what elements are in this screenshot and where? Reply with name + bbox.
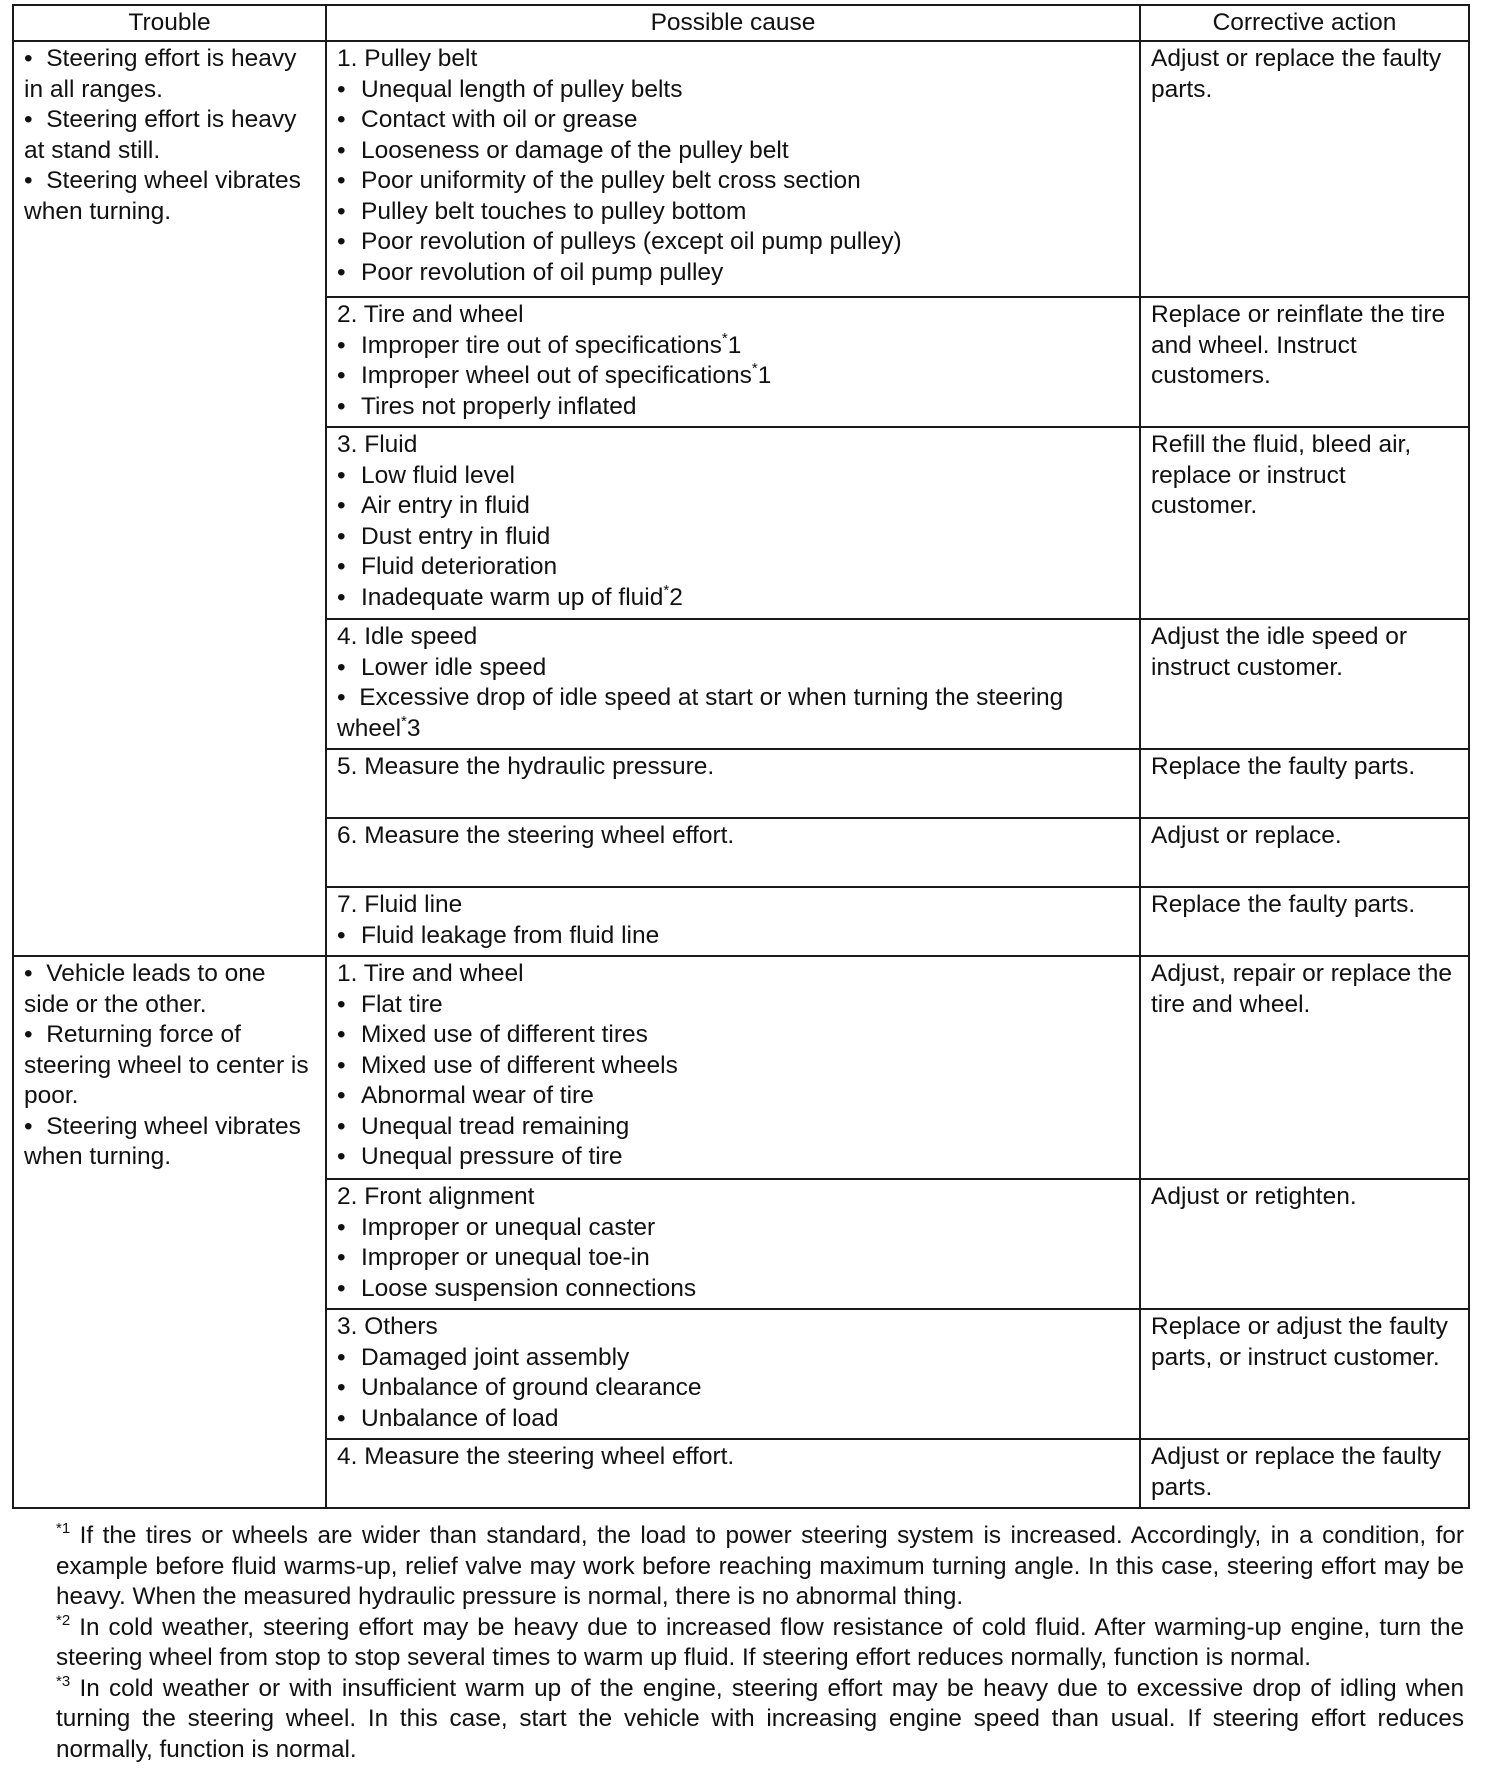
trouble-cell [13,41,326,956]
cause-item: • Low fluid level [337,461,515,489]
action-cell: Replace or reinflate the tire and wheel. Instruct customers. [1140,297,1469,427]
footnote-marker: * [663,581,670,599]
cause-title: 6. Measure the steering wheel effort. [337,822,735,849]
trouble-cell [13,956,326,1508]
cause-title: 3. Fluid [337,431,418,458]
cause-title: 2. Tire and wheel [337,301,524,328]
cause-cell [326,956,1140,1179]
cause-title: 7. Fluid line [337,891,463,918]
cause-title: 2. Front alignment [337,1183,535,1210]
cause-cell [326,427,1140,619]
action-cell: Replace the faulty parts. [1140,749,1469,818]
action-cell: Adjust or replace. [1140,818,1469,887]
footnote: $^{*1}$ If the tires or wheels are wider than standard, the load to power steering system is increased. Accordingly, in a condition, for example before fluid warms-up, relief valve may work before reaching maximum turning angle. In this case, steering effort may be heavy. When the measured hydraulic pressure is normal, there is no abnormal thing. [56,1520,1464,1610]
cause-title: 4. Measure the steering wheel effort. [337,1443,735,1470]
cause-item: • Fluid deterioration [337,553,558,580]
footnote: $^{*3}$ In cold weather or with insufficient warm up of the engine, steering effort may be heavy due to excessive drop of idling when turning the steering wheel. In this case, start the vehicle with increasing engine speed than usual. If steering effort reduces normally, function is normal. [56,1672,1464,1763]
cause-item: • Unequal tread remaining [337,1112,630,1140]
trouble-item: • Vehicle leads to one side or the other. [24,960,266,1018]
cause-cell [326,1309,1140,1439]
cause-item: • Pulley belt touches to pulley bottom [337,197,747,225]
cause-item: • Mixed use of different wheels [337,1051,678,1079]
trouble-item: • Steering wheel vibrates when turning. [24,167,301,225]
cause-item: • Looseness or damage of the pulley belt [337,136,789,164]
action-cell: Adjust or replace the faulty parts. [1140,1439,1469,1508]
footnote: $^{*2}$ In cold weather, steering effort may be heavy due to increased flow resistance of cold fluid. After warming-up engine, turn the steering wheel from stop to stop several times to warm up fluid. If steering effort reduces normally, function is normal. [56,1611,1464,1671]
cause-item: • Loose suspension connections [337,1274,697,1302]
cause-cell [326,749,1140,818]
cause-item: • Contact with oil or grease [337,106,638,133]
cause-item: • Excessive drop of idle speed at start or when turning the steering wheel*3 [337,684,1064,742]
cause-item: • Poor revolution of pulleys (except oil pump pulley) [337,228,902,255]
cause-cell [326,297,1140,427]
cause-item: • Air entry in fluid [337,492,530,519]
trouble-item: • Steering effort is heavy in all ranges. [24,45,297,103]
cause-cell [326,818,1140,887]
cause-item: • Damaged joint assembly [337,1343,630,1371]
trouble-item: • Returning force of steering wheel to center is poor. [24,1021,309,1109]
cause-title: 5. Measure the hydraulic pressure. [337,753,715,780]
cause-title: 1. Tire and wheel [337,960,524,987]
trouble-item: • Steering effort is heavy at stand still. [24,106,297,164]
footnote-marker: *1 [56,1520,71,1537]
footnote-marker: * [401,712,407,730]
cause-item: • Tires not properly inflated [337,392,637,420]
footnotes [56,1521,1464,1765]
header-trouble: Trouble [13,5,326,41]
cause-item: • Poor uniformity of the pulley belt cross section [337,167,861,194]
action-cell: Adjust the idle speed or instruct customer. [1140,619,1469,749]
action-cell: Adjust or replace the faulty parts. [1140,41,1469,297]
cause-item: • Dust entry in fluid [337,522,551,550]
action-cell: Adjust, repair or replace the tire and wheel. [1140,956,1469,1179]
cause-item: • Improper wheel out of specifications*1 [337,360,772,389]
cause-item: • Unbalance of load [337,1404,559,1432]
cause-cell [326,887,1140,956]
troubleshooting-table [12,4,1470,1509]
cause-item: • Improper or unequal toe-in [337,1244,650,1271]
cause-item: • Unequal pressure of tire [337,1143,623,1170]
header-row [13,5,1469,41]
cause-item: • Lower idle speed [337,653,547,681]
cause-item: • Mixed use of different tires [337,1021,648,1048]
cause-cell [326,41,1140,297]
cause-item: • Poor revolution of oil pump pulley [337,258,724,286]
action-cell: Refill the fluid, bleed air, replace or instruct customer. [1140,427,1469,619]
header-possible-cause: Possible cause [326,5,1140,41]
cause-title: 3. Others [337,1313,438,1340]
cause-cell [326,1439,1140,1508]
cause-item: • Improper tire out of specifications*1 [337,329,742,359]
cause-item: • Fluid leakage from fluid line [337,921,660,949]
action-cell: Replace the faulty parts. [1140,887,1469,956]
cause-item: • Unbalance of ground clearance [337,1374,702,1401]
action-cell: Adjust or retighten. [1140,1179,1469,1309]
cause-cell [326,619,1140,749]
trouble-item: • Steering wheel vibrates when turning. [24,1112,301,1170]
cause-title: 1. Pulley belt [337,45,478,72]
footnote-marker: * [751,360,758,377]
table-row [13,41,1469,297]
cause-item: • Unequal length of pulley belts [337,75,683,103]
cause-item: • Abnormal wear of tire [337,1082,594,1109]
cause-item: • Flat tire [337,990,443,1018]
cause-cell [326,1179,1140,1309]
cause-item: • Inadequate warm up of fluid*2 [337,581,683,611]
header-corrective-action: Corrective action [1140,5,1469,41]
footnote-marker: *2 [56,1611,71,1629]
table-row [13,956,1469,1179]
footnote-marker: *3 [56,1672,71,1690]
cause-item: • Improper or unequal caster [337,1213,656,1241]
footnote-marker: * [721,329,728,347]
cause-title: 4. Idle speed [337,623,478,650]
action-cell: Replace or adjust the faulty parts, or instruct customer. [1140,1309,1469,1439]
